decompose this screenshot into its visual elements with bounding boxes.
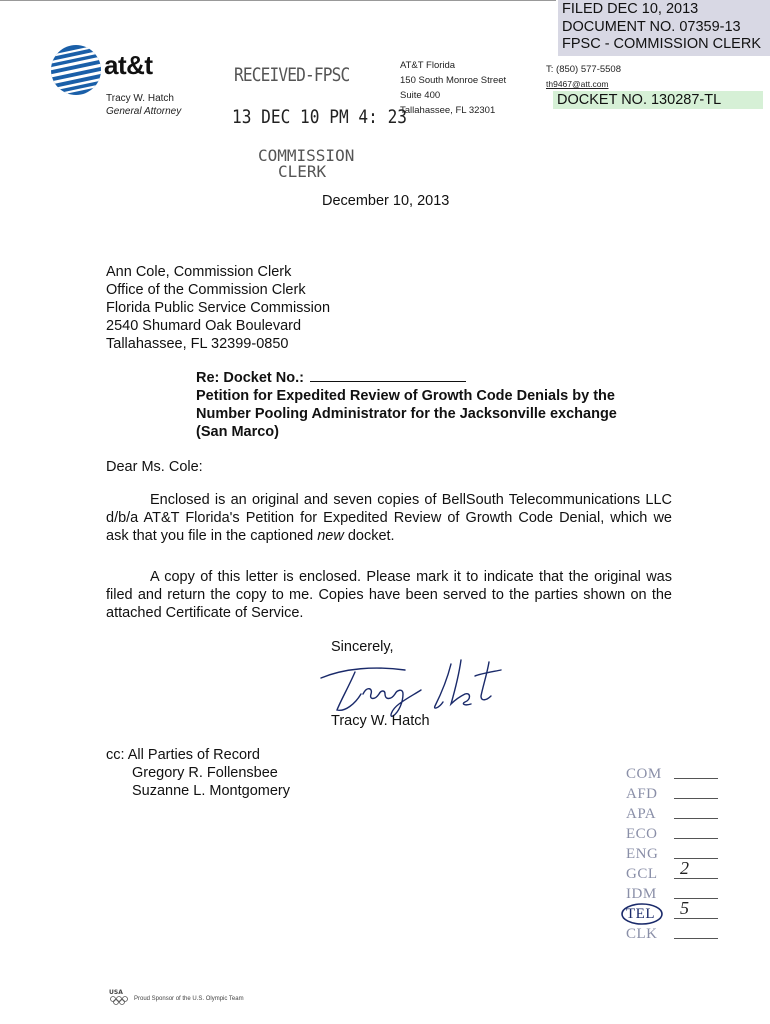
routing-tel-value: 5 xyxy=(680,898,689,918)
routing-tel: TEL xyxy=(626,906,655,922)
routing-eng: ENG xyxy=(626,846,659,862)
letter-date: December 10, 2013 xyxy=(322,193,450,209)
address-line: 150 South Monroe Street xyxy=(400,75,507,86)
routing-com: COM xyxy=(626,766,662,782)
addressee-line: Tallahassee, FL 32399-0850 xyxy=(106,336,289,352)
routing-line xyxy=(674,938,718,939)
routing-line xyxy=(674,878,718,879)
sender-name: Tracy W. Hatch xyxy=(106,93,174,104)
subject-line: Petition for Expedited Review of Growth Code Denials by the xyxy=(196,388,615,404)
routing-eco: ECO xyxy=(626,826,658,842)
stamp-clerk: CLERK xyxy=(278,162,327,181)
olympic-rings-icon xyxy=(108,988,130,1006)
stamp-commission: COMMISSION xyxy=(258,146,355,165)
email-link[interactable]: th9467@att.com xyxy=(546,79,609,89)
cc-block xyxy=(106,746,290,800)
salutation: Dear Ms. Cole: xyxy=(106,459,203,475)
sender-address xyxy=(400,58,506,118)
address-line: AT&T Florida xyxy=(400,60,456,71)
top-rule xyxy=(0,0,556,1)
paragraph-text: Enclosed is an original and seven copies of BellSouth Telecommunications LLC d/b/a AT&T Florida's Petition for Expedited Review of Growth Code Denial, which we ask that you file in the captioned xyxy=(106,492,672,544)
body-paragraph-2 xyxy=(106,568,672,622)
brand-wordmark: at&t xyxy=(104,50,153,80)
addressee-line: 2540 Shumard Oak Boulevard xyxy=(106,318,302,334)
routing-line xyxy=(674,918,718,919)
sender-title: General Attorney xyxy=(106,106,182,117)
routing-apa: APA xyxy=(626,806,657,822)
body-paragraph-1 xyxy=(106,491,672,545)
routing-idm: IDM xyxy=(626,886,657,902)
re-label: Re: Docket No.: xyxy=(196,370,304,386)
routing-afd: AFD xyxy=(626,786,658,802)
addressee-line: Office of the Commission Clerk xyxy=(106,282,306,298)
fpsc-clerk: FPSC - COMMISSION CLERK xyxy=(562,36,761,52)
subject-block xyxy=(196,369,617,441)
subject-line: (San Marco) xyxy=(196,424,279,440)
document-number: DOCUMENT NO. 07359-13 xyxy=(562,18,741,35)
routing-clk: CLK xyxy=(626,926,658,942)
addressee-line: Ann Cole, Commission Clerk xyxy=(106,264,292,280)
tel-circle-mark xyxy=(620,902,664,926)
footer-sponsor: Proud Sponsor of the U.S. Olympic Team xyxy=(134,996,244,1002)
routing-line xyxy=(674,818,718,819)
routing-gcl-value: 2 xyxy=(680,858,689,878)
address-line: Tallahassee, FL 32301 xyxy=(400,105,496,116)
addressee-block xyxy=(106,263,330,353)
cc-line: Gregory R. Follensbee xyxy=(132,765,278,781)
closing: Sincerely, xyxy=(331,639,394,655)
filing-stamp xyxy=(558,0,770,56)
address-line: Suite 400 xyxy=(400,90,441,101)
phone-number: T: (850) 577-5508 xyxy=(546,64,621,75)
filed-date: FILED DEC 10, 2013 xyxy=(562,1,699,17)
handwritten-signature xyxy=(315,650,515,720)
received-datetime: 13 DEC 10 PM 4: 23 xyxy=(232,106,408,128)
routing-gcl: GCL xyxy=(626,866,658,882)
cc-line: cc: All Parties of Record xyxy=(106,747,260,763)
att-globe-logo xyxy=(50,44,102,96)
routing-line xyxy=(674,778,718,779)
docket-blank-line xyxy=(310,369,466,382)
cc-line: Suzanne L. Montgomery xyxy=(132,783,290,799)
paragraph-text: docket. xyxy=(343,528,395,544)
routing-line xyxy=(674,838,718,839)
received-stamp: RECEIVED-FPSC xyxy=(234,64,350,86)
routing-line xyxy=(674,798,718,799)
subject-line: Number Pooling Administrator for the Jacksonville exchange xyxy=(196,406,617,422)
docket-number: DOCKET NO. 130287-TL xyxy=(553,91,763,109)
addressee-line: Florida Public Service Commission xyxy=(106,300,331,316)
usa-label: USA xyxy=(109,989,123,996)
emphasis-new: new xyxy=(317,528,344,544)
sender-contact xyxy=(546,62,621,92)
paragraph-text: A copy of this letter is enclosed. Please mark it to indicate that the original was filed and return the copy to me. Copies have been served to the parties shown on the attached Certificate of Service. xyxy=(106,569,672,621)
signer-name: Tracy W. Hatch xyxy=(331,713,430,729)
